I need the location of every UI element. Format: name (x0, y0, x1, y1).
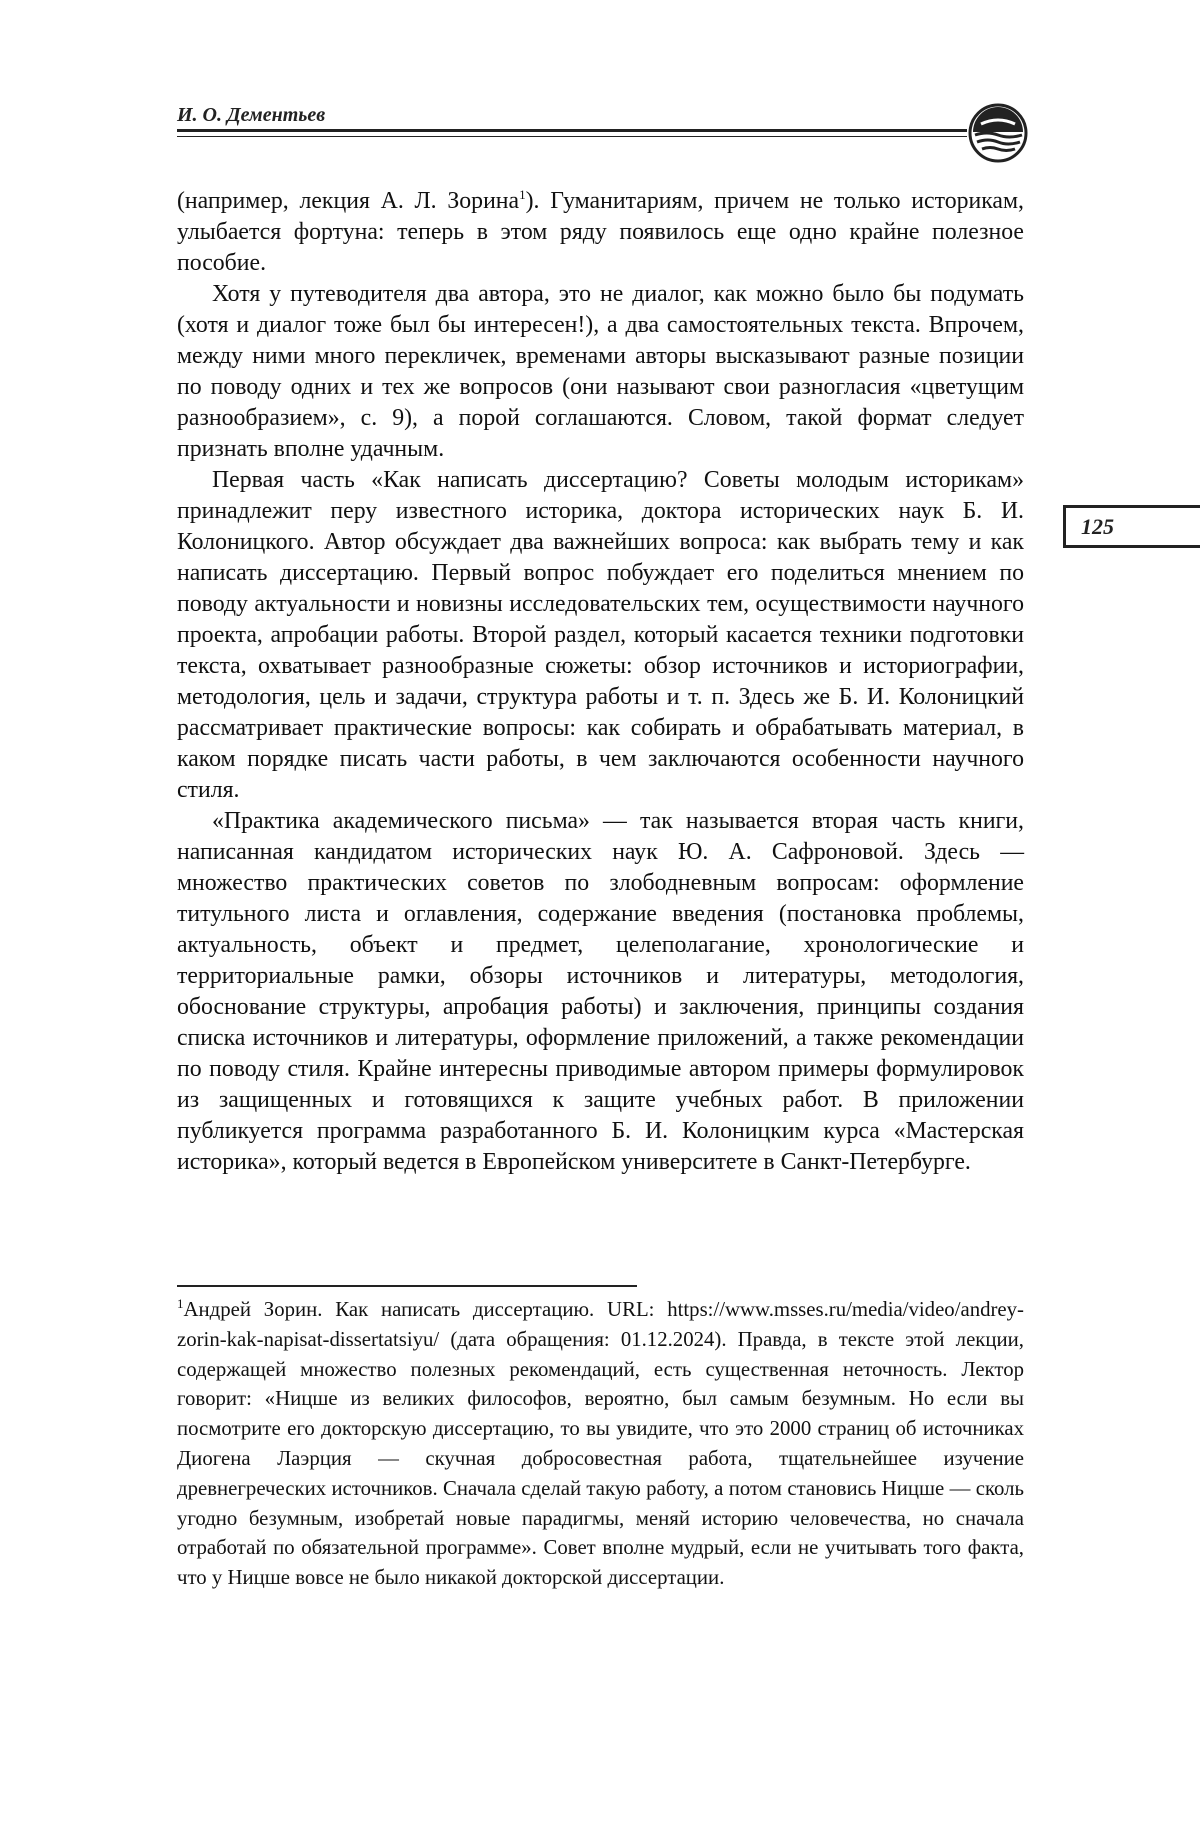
header-rule (177, 129, 967, 132)
paragraph-1-start: (например, лекция А. Л. Зорина (177, 188, 520, 214)
header-author: И. О. Дементьев (177, 104, 326, 126)
footnote (177, 1295, 1024, 1593)
paragraph-4: «Практика академического письма» — так называется вторая часть книги, написанная кандидатом исторических наук Ю. А. Сафроновой. Здесь — множество практических советов по злободневным вопросам: оформление титульного листа и оглавления, содержание введения (постановка проблемы, актуальность, объект и предмет, целеполагание, хронологические и территориальные рамки, обзоры источников и литературы, методология, обоснование структуры, апробация работы) и заключения, принципы создания списка источников и литературы, оформление приложений, а также рекомендации по поводу стиля. Крайне интересны приводимые автором примеры формулировок из защищенных и готовящихся к защите учебных работ. В приложении публикуется программа разработанного Б. И. Колоницким курса «Мастерская историка», который ведется в Европейском университете в Санкт-Петербурге. (177, 808, 1024, 1175)
page-number: 125 (1063, 505, 1200, 548)
paragraph-3: Первая часть «Как написать диссертацию? Советы молодым историкам» принадлежит перу известного историка, доктора исторических наук Б. И. Колоницкого. Автор обсуждает два важнейших вопроса: как выбрать тему и как написать диссертацию. Первый вопрос побуждает его поделиться мнением по поводу актуальности и новизны исследовательских тем, осуществимости научного проекта, апробации работы. Второй раздел, который касается техники подготовки текста, охватывает разнообразные сюжеты: обзор источников и историографии, методология, цель и задачи, структура работы и т. п. Здесь же Б. И. Колоницкий рассматривает практические вопросы: как собирать и обрабатывать материал, в каком порядке писать части работы, в чем заключаются особенности научного стиля. (177, 467, 1024, 803)
header-rule-thin (177, 136, 967, 137)
paragraph-1 (177, 186, 1024, 279)
paragraph-2: Хотя у путеводителя два автора, это не диалог, как можно было бы подумать (хотя и диалог тоже был бы интересен!), а два самостоятельных текста. Впрочем, между ними много перекличек, временами авторы высказывают разные позиции по поводу одних и тех же вопросов (они называют свои разногласия «цветущим разнообразием», с. 9), а порой соглашаются. Словом, такой формат следует признать вполне удачным. (177, 281, 1024, 462)
journal-logo-icon (967, 102, 1029, 164)
footnote-ref[interactable]: 1 (519, 187, 526, 203)
footnote-text: Андрей Зорин. Как написать диссертацию. URL: https://www.msses.ru/media/video/andrey-zorin-kak-napisat-dissertatsiyu/ (дата обращения: 01.12.2024). Правда, в тексте этой лекции, содержащей множество полезных рекомендаций, есть существенная неточность. Лектор говорит: «Ницше из великих философов, вероятно, был самым безумным. Но если вы посмотрите его докторскую диссертацию, то вы увидите, что это 2000 страниц об источниках Диогена Лаэрция — скучная добросовестная работа, тщательнейшее изучение древнегреческих источников. Сначала сделай такую работу, а потом становись Ницше — сколь угодно безумным, изобретай новые парадигмы, меняй историю человечества, но сначала отработай по обязательной программе». Совет вполне мудрый, если не учитывать того факта, что у Ницше вовсе не было никакой докторской диссертации. (177, 1298, 1024, 1590)
footnote-1 (177, 1295, 1024, 1593)
paragraph-1-end: ). Гуманитариям, причем не только историкам, улыбается фортуна: теперь в этом ряду появилось еще одно крайне полезное пособие. (177, 188, 1024, 276)
running-header (177, 102, 1027, 152)
body-text (177, 186, 1024, 1178)
footnote-mark: 1 (177, 1296, 184, 1312)
footnote-separator (177, 1285, 637, 1287)
